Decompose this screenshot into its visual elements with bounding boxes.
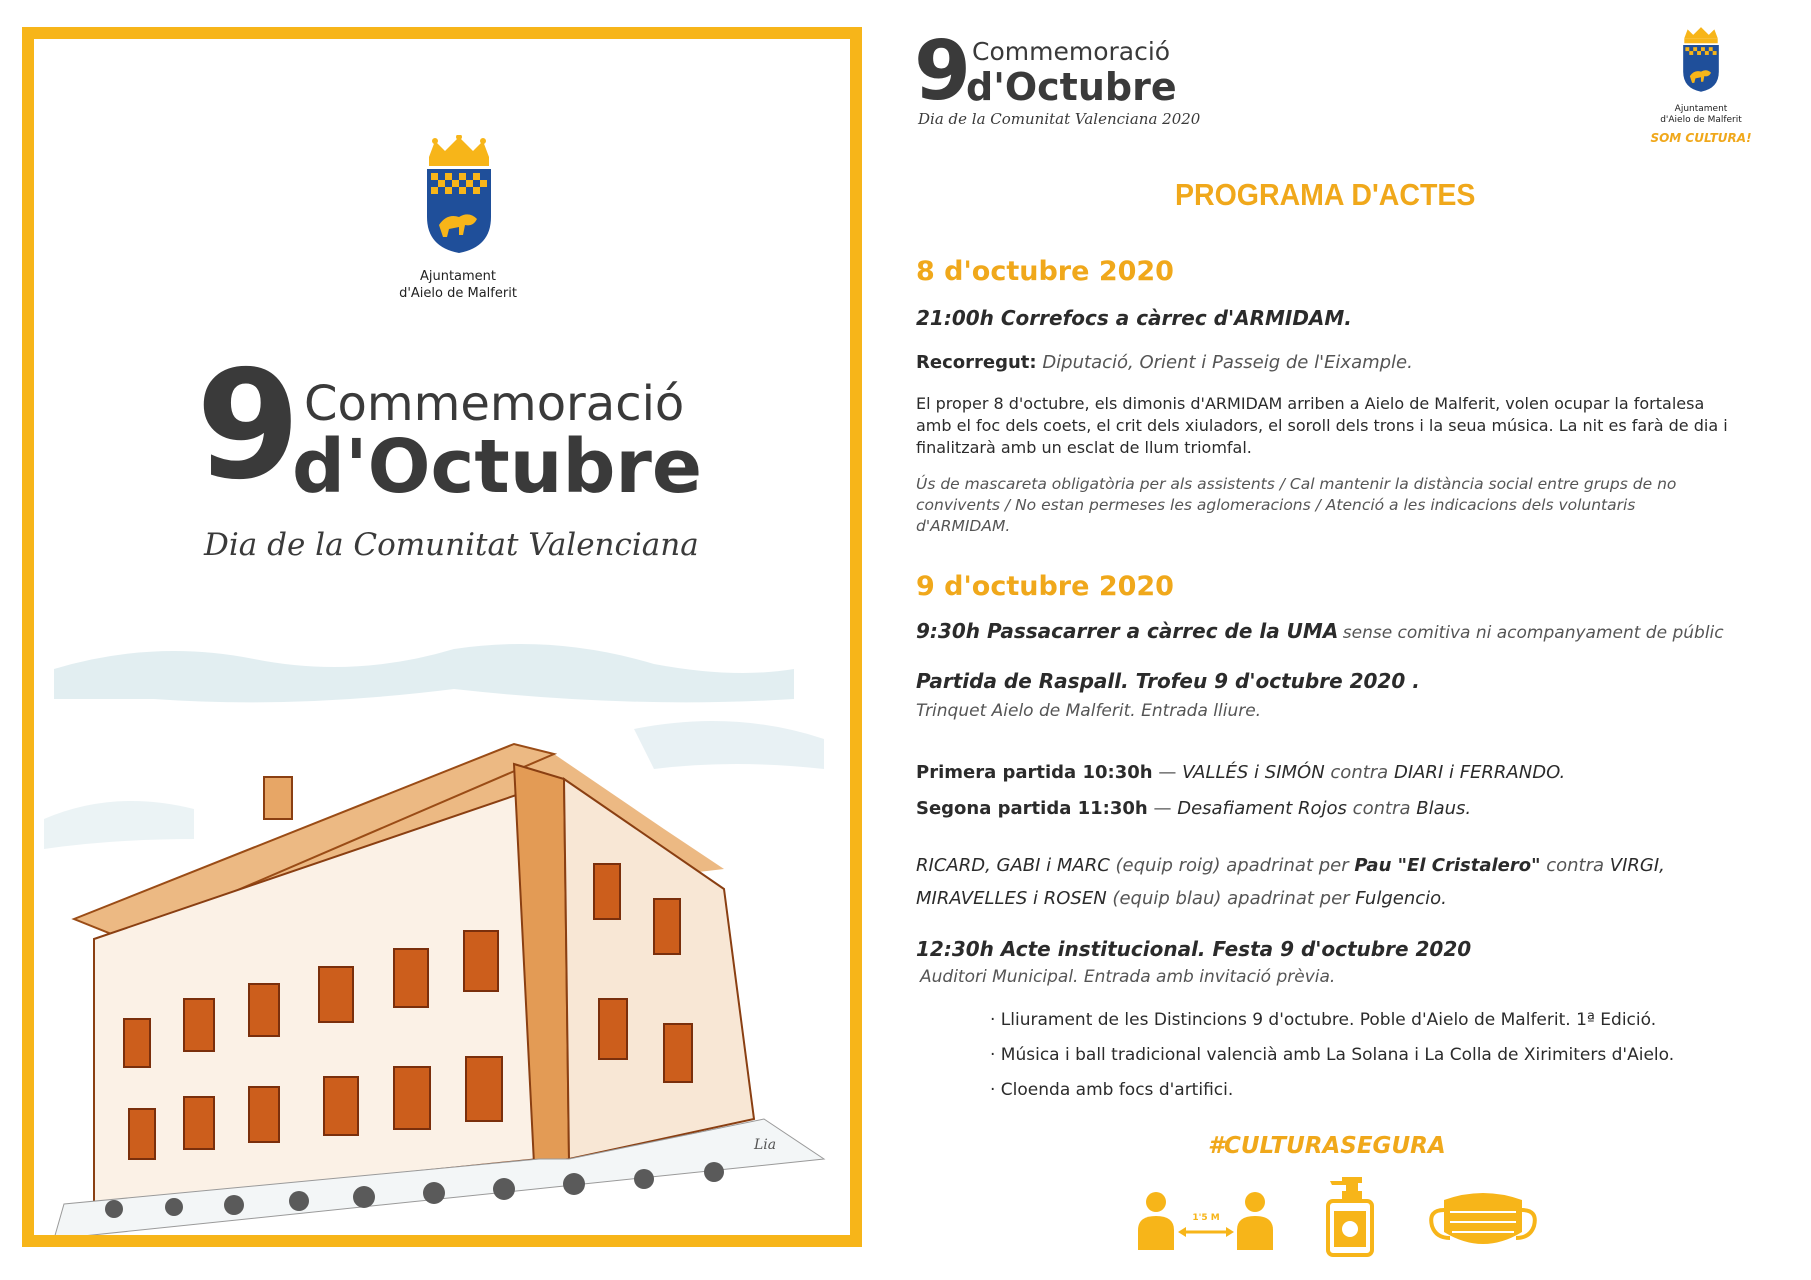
teams-line1	[916, 849, 1665, 882]
hashtag: #CULTURASEGURA	[1208, 1133, 1446, 1159]
header-crest-caption-line2: d'Aielo de Malferit	[1660, 115, 1742, 125]
crest-caption-line2: d'Aielo de Malferit	[399, 286, 517, 301]
title-line1: Commemoració	[304, 376, 685, 432]
teams-l2-end: .	[1441, 888, 1447, 909]
note-line: d'ARMIDAM.	[916, 517, 1011, 535]
route-text: Diputació, Orient i Passeig de l'Eixample.	[1042, 352, 1413, 373]
match2-dash: —	[1153, 798, 1172, 819]
route-label: Recorregut:	[916, 352, 1037, 373]
subtitle: Dia de la Comunitat Valenciana	[204, 527, 699, 563]
match2-end: .	[1465, 798, 1472, 819]
day2-event1	[916, 619, 1724, 644]
day2-date: 9 d'octubre 2020	[916, 571, 1174, 602]
day2-event3-place: Auditori Municipal. Entrada amb invitació prèvia.	[920, 967, 1336, 987]
teams-l1-a: RICARD, GABI i MARC	[916, 855, 1110, 876]
day2-event2: Partida de Raspall. Trofeu 9 d'octubre 2020 .	[916, 669, 1420, 693]
social-distance-icon	[1138, 1190, 1273, 1252]
event3-bullets	[990, 1003, 1674, 1108]
list-item: · Música i ball tradicional valencià amb La Solana i La Colla de Xirimiters d'Aielo.	[990, 1045, 1675, 1065]
desc-line: finalitzarà amb un esclat de llum triomfal.	[916, 438, 1252, 457]
building-illustration	[34, 639, 850, 1247]
day1-safety-note	[916, 474, 1776, 537]
match2-label: Segona partida 11:30h	[916, 798, 1148, 819]
match1-vs: contra	[1330, 762, 1389, 783]
day2-event3: 12:30h Acte institucional. Festa 9 d'octubre 2020	[916, 937, 1472, 961]
desc-line: El proper 8 d'octubre, els dimonis d'ARMIDAM arriben a Aielo de Malferit, volen ocupar la fortalesa	[916, 394, 1705, 413]
coat-of-arms-icon	[419, 135, 499, 275]
header-subtitle: Dia de la Comunitat Valenciana 2020	[918, 110, 1201, 128]
match2	[916, 798, 1471, 820]
header-numeral: 9	[914, 24, 972, 119]
day1-event: 21:00h Correfocs a càrrec d'ARMIDAM.	[916, 306, 1352, 330]
title-numeral: 9	[196, 339, 301, 513]
match2-a: Desafiament Rojos	[1177, 798, 1347, 819]
note-line: convivents / No estan permeses les aglomeracions / Atenció a les indicacions dels voluntaris	[916, 496, 1636, 514]
header-title-line2: d'Octubre	[966, 65, 1177, 109]
slogan: SOM CULTURA!	[1650, 131, 1752, 145]
match1	[916, 762, 1565, 784]
teams-l1-c: Pau "El Cristalero"	[1354, 855, 1541, 876]
match1-dash: —	[1158, 762, 1177, 783]
header-title-line1: Commemoració	[972, 37, 1171, 66]
teams-l1-b: (equip roig) apadrinat per	[1115, 855, 1349, 876]
hand-sanitizer-icon	[1322, 1177, 1376, 1257]
event1-title: 9:30h Passacarrer a càrrec de la UMA	[916, 619, 1339, 643]
teams-l1-d: contra	[1546, 855, 1605, 876]
match1-end: .	[1559, 762, 1566, 783]
teams-l1-e: VIRGI,	[1609, 855, 1665, 876]
match2-b: Blaus	[1416, 798, 1466, 819]
day1-route	[916, 352, 1413, 374]
list-item: · Cloenda amb focs d'artifici.	[990, 1080, 1234, 1100]
poster-frame	[22, 27, 862, 1247]
header-crest-caption	[1641, 104, 1761, 126]
header-crest-caption-line1: Ajuntament	[1674, 104, 1728, 114]
crest-caption-line1: Ajuntament	[419, 269, 497, 284]
match1-team2: DIARI i FERRANDO	[1393, 762, 1560, 783]
list-item: · Lliurament de les Distincions 9 d'octubre. Poble d'Aielo de Malferit. 1ª Edició.	[990, 1010, 1657, 1030]
artist-signature: Lia	[754, 1137, 777, 1153]
day2-event2-place: Trinquet Aielo de Malferit. Entrada lliure.	[916, 701, 1262, 721]
match2-vs: contra	[1352, 798, 1411, 819]
teams-l2-a: MIRAVELLES i ROSEN	[916, 888, 1107, 909]
note-line: Ús de mascareta obligatòria per als assistents / Cal mantenir la distància social entre grups de no	[916, 475, 1677, 493]
match1-label: Primera partida 10:30h	[916, 762, 1153, 783]
match1-team1: VALLÉS i SIMÓN	[1182, 762, 1325, 783]
teams-l2-b: (equip blau) apadrinat per	[1112, 888, 1350, 909]
title-line2: d'Octubre	[292, 424, 703, 510]
coat-of-arms-small-icon	[1678, 26, 1724, 104]
teams-line2	[916, 882, 1665, 915]
desc-line: amb el foc dels coets, el crit dels xiuladors, el soroll dels trons i la seua música. La nit es farà de dia i	[916, 416, 1728, 435]
day1-date: 8 d'octubre 2020	[916, 256, 1174, 287]
event1-note: sense comitiva ni acompanyament de públic	[1342, 623, 1724, 643]
program-title: PROGRAMA D'ACTES	[1175, 177, 1476, 212]
teams	[916, 849, 1665, 915]
distance-label: 1'5 M	[1192, 1213, 1220, 1223]
day1-description	[916, 393, 1776, 459]
crest-caption	[378, 268, 538, 302]
face-mask-icon	[1428, 1190, 1538, 1254]
teams-l2-c: Fulgencio	[1355, 888, 1442, 909]
